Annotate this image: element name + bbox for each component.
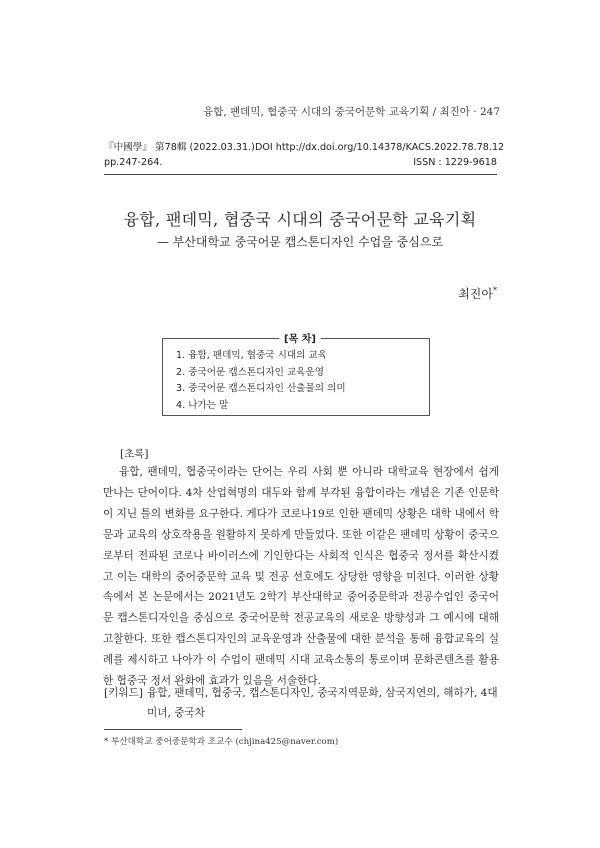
toc-item[interactable]: 1. 융합, 팬데믹, 협중국 시대의 교육 (176, 350, 327, 361)
paper-subtitle: — 부산대학교 중국어문 캡스톤디자인 수업을 중심으로 (156, 235, 444, 249)
doi-link[interactable]: DOI http://dx.doi.org/10.14378/KACS.2022.78.78.12 (254, 142, 505, 153)
abstract-label: [초록] (120, 448, 149, 460)
paper-title: 융합, 팬데믹, 협중국 시대의 중국어문학 교육기획 (123, 210, 477, 229)
page-range: pp.247-264. (104, 157, 163, 168)
toc-item[interactable]: 2. 중국어문 캡스톤디자인 교육운영 (176, 366, 325, 378)
issn: ISSN : 1229-9618 (413, 157, 497, 168)
toc-item[interactable]: 4. 나가는 말 (176, 399, 229, 411)
author-footnote-mark: * (493, 286, 497, 295)
running-head: 융합, 팬데믹, 협중국 시대의 중국어문학 교육기획 / 최진아 · 247 (203, 106, 500, 118)
keywords-label: [키워드] (104, 687, 143, 699)
abstract (103, 462, 499, 692)
biblio-divider (104, 174, 497, 175)
author-footnote: * 부산대학교 중어중문학과 조교수 (chjina425@naver.com) (104, 737, 339, 747)
table-of-contents (162, 338, 430, 416)
bibliographic-info (104, 140, 505, 175)
author (458, 285, 497, 302)
journal-info: 『中國學』 第78輯 (2022.03.31.) (104, 142, 255, 153)
keywords (104, 683, 504, 723)
footnote-divider (104, 729, 242, 730)
toc-heading: [목 차] (0, 330, 600, 345)
abstract-text: 융합, 팬데믹, 협중국이라는 단어는 우리 사회 뿐 아니라 대학교육 현장에서 쉽게 만나는 단어이다. 4차 산업혁명의 대두와 함께 부각된 융합이라는 개념은 기존 인문학이 지닌 틀의 변화를 요구한다. 게다가 코로나19로 인한 팬데믹 상황은 대학 내에서 학문과 교육의 상호작용을 원활하지 못하게 만들었다. 또한 이같은 팬데믹 상황이 중국으로부터 전파된 코로나 바이러스에 기인한다는 사회적 인식은 협중국 정서를 확산시켰고 이는 대학의 중어중문학 교육 및 전공 선호에도 상당한 영향을 미친다. 이러한 상황 속에서 본 논문에서는 2021년도 2학기 부산대학교 중어중문학과 전공수업인 중국어문 캡스톤디자인을 중심으로 중국어문학 전공교육의 새로운 방향성과 그 예시에 대해 고찰한다. 또한 캡스톤디자인의 교육운영과 산출물에 대한 분석을 통해 융합교육의 실례를 제시하고 나아가 이 수업이 팬데믹 시대 교육소통의 통로이며 문화콘텐츠를 활용한 협중국 정서 완화에 효과가 있음을 서술한다. (103, 466, 499, 688)
toc-item[interactable]: 3. 중국어문 캡스톤디자인 산출물의 의미 (176, 383, 346, 394)
keywords-text: 융합, 팬데믹, 협중국, 캡스톤디자인, 중국지역문화, 삼국지연의, 해하가, 4대 미녀, 중국차 (147, 687, 498, 719)
author-name: 최진아 (458, 287, 493, 301)
